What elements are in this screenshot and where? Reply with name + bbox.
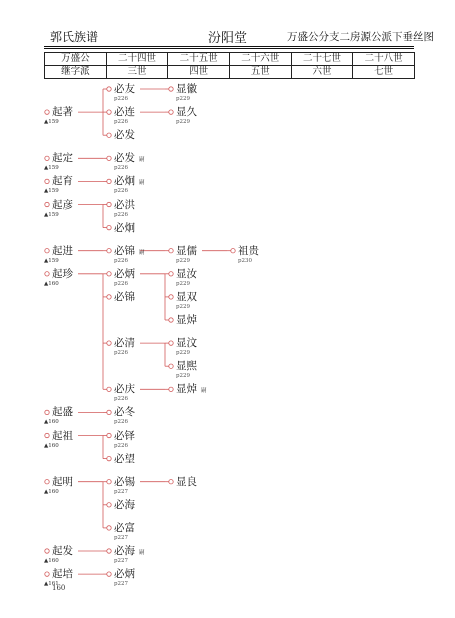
page-reference: p227 (114, 488, 129, 495)
person-xian-xi (168, 360, 230, 382)
generation-cell: 二十八世 (353, 53, 415, 66)
page-reference: p227 (114, 558, 129, 564)
page-reference: p226 (114, 350, 129, 357)
page-reference: p226 (114, 165, 129, 172)
page-reference: p227 (114, 581, 129, 588)
generation-cell: 二十四世 (106, 53, 168, 66)
person-name: 必炳 (114, 267, 135, 280)
person-bi-hai-1 (106, 499, 168, 521)
person-bi-xi (106, 476, 168, 498)
person-name: 显焯 (176, 314, 197, 326)
person-name: 起定 (52, 152, 73, 165)
person-qi-yan (44, 199, 106, 221)
source-mark: ▲159 (44, 165, 59, 172)
source-mark: ▲160 (44, 419, 59, 426)
person-name: 显汶 (176, 337, 197, 350)
person-qi-sheng (44, 406, 106, 428)
source-mark: ▲159 (44, 257, 59, 264)
person-zu-gui (230, 245, 292, 267)
generation-cell: 二十五世 (168, 53, 230, 66)
person-name: 显焯 (176, 383, 197, 396)
page-reference: p226 (114, 419, 129, 426)
person-name: 起育 (52, 175, 73, 188)
person-name: 必友 (114, 83, 135, 95)
person-name: 起发 (52, 545, 73, 557)
person-name: 显良 (176, 475, 197, 488)
page-reference: p229 (176, 350, 191, 357)
person-bi-bing-1 (106, 268, 168, 290)
person-xian-jiu (168, 106, 230, 128)
person-bi-fu (106, 522, 168, 544)
source-mark: ▲160 (44, 280, 59, 287)
person-bi-bing-2 (106, 568, 168, 590)
source-mark: ▲159 (44, 188, 59, 195)
page-reference: p226 (114, 280, 129, 287)
adoption-note: 嗣 (139, 157, 145, 164)
person-name: 必锦 (114, 290, 135, 303)
person-xian-zhuo-1 (168, 314, 230, 336)
lineage-cell: 三世 (106, 66, 168, 79)
person-xian-ru (168, 245, 230, 267)
person-name: 必连 (114, 106, 135, 119)
page-reference: p229 (176, 119, 191, 126)
page-reference: p226 (114, 257, 129, 264)
person-qi-jin (44, 245, 106, 267)
person-xian-liang (168, 476, 230, 498)
person-name: 起明 (52, 475, 73, 488)
adoption-note: 嗣 (139, 249, 145, 256)
person-name: 必海 (114, 498, 135, 511)
person-name: 显双 (176, 290, 197, 303)
person-bi-duo (106, 430, 168, 452)
person-name: 起培 (52, 568, 73, 581)
person-qi-zhen (44, 268, 106, 290)
page-reference: p226 (114, 442, 129, 449)
page-reference: p226 (114, 188, 129, 195)
person-bi-hai-2 (106, 545, 168, 567)
generation-cell: 万盛公 (45, 53, 107, 66)
book-title: 郭氏族谱 (50, 30, 99, 44)
person-xian-hui (168, 83, 230, 105)
person-name: 必锦 (114, 244, 135, 257)
lineage-cell: 六世 (291, 66, 353, 79)
person-qi-ming (44, 476, 106, 498)
person-name: 必发 (114, 152, 135, 165)
page-reference: p226 (114, 396, 129, 403)
page-reference: p229 (176, 303, 191, 310)
person-qi-ding (44, 152, 106, 174)
lineage-cell: 继字派 (45, 66, 107, 79)
page-reference: p226 (114, 119, 129, 126)
person-name: 起祖 (52, 429, 73, 442)
person-xian-shuang (168, 291, 230, 313)
lineage-cell: 七世 (353, 66, 415, 79)
person-name: 起盛 (52, 406, 73, 419)
person-qi-zhu (44, 106, 106, 128)
person-name: 必富 (114, 521, 135, 534)
person-qi-yu (44, 175, 106, 197)
person-name: 祖贵 (238, 244, 259, 257)
person-name: 起著 (52, 106, 73, 119)
person-name: 显汝 (176, 267, 197, 280)
person-name: 必铎 (114, 429, 135, 442)
page-reference: p229 (176, 373, 191, 380)
adoption-note: 嗣 (201, 388, 207, 395)
person-name: 起进 (52, 244, 73, 257)
adoption-note: 嗣 (139, 550, 145, 556)
person-name: 必望 (114, 452, 135, 465)
generation-cell: 二十六世 (229, 53, 291, 66)
person-bi-fa-2 (106, 152, 168, 174)
person-bi-jin-1 (106, 245, 168, 267)
person-name: 显久 (176, 106, 197, 119)
person-xian-wen (168, 337, 230, 359)
person-name: 必海 (114, 545, 135, 557)
generation-cell: 二十七世 (291, 53, 353, 66)
person-name: 显徽 (176, 83, 197, 95)
person-name: 显熙 (176, 360, 197, 373)
person-name: 必洪 (114, 198, 135, 211)
person-name: 必炯 (114, 221, 135, 234)
person-name: 起彦 (52, 198, 73, 211)
person-name: 必锡 (114, 475, 135, 488)
person-name: 必冬 (114, 406, 135, 419)
person-bi-you (106, 83, 168, 105)
lineage-cell: 五世 (229, 66, 291, 79)
source-mark: ▲159 (44, 211, 59, 218)
source-mark: ▲160 (44, 442, 59, 449)
source-mark: ▲160 (44, 488, 59, 495)
page-reference: p226 (114, 211, 129, 218)
hall-name: 汾阳堂 (208, 31, 248, 46)
person-name: 必炳 (114, 568, 135, 581)
page-reference: p229 (176, 257, 191, 264)
page-number: 160 (52, 584, 66, 592)
person-name: 必发 (114, 129, 135, 142)
person-bi-hong (106, 199, 168, 221)
lineage-cell: 四世 (168, 66, 230, 79)
person-bi-qing (106, 337, 168, 359)
person-bi-qing-2 (106, 383, 168, 405)
page-reference: p227 (114, 534, 129, 541)
person-bi-fa-1 (106, 129, 168, 151)
person-name: 必清 (114, 337, 135, 350)
person-xian-zhuo-2 (168, 383, 230, 405)
person-bi-jin-2 (106, 291, 168, 313)
person-bi-wang (106, 453, 168, 475)
person-bi-jiong-2 (106, 222, 168, 244)
page-reference: p229 (176, 96, 191, 102)
person-name: 起珍 (52, 267, 73, 280)
person-name: 显儒 (176, 244, 197, 257)
page-reference: p229 (176, 280, 191, 287)
person-qi-fa (44, 545, 106, 567)
person-qi-zu (44, 430, 106, 452)
page-reference: p226 (114, 96, 129, 102)
source-mark: ▲159 (44, 119, 59, 126)
page-reference: p230 (238, 257, 253, 264)
source-mark: ▲161 (44, 581, 59, 588)
person-xian-ru-2 (168, 268, 230, 290)
person-bi-jiong-1 (106, 175, 168, 197)
person-name: 必炯 (114, 175, 135, 188)
source-mark: ▲160 (44, 558, 59, 564)
person-name: 必庆 (114, 383, 135, 396)
person-bi-lian (106, 106, 168, 128)
person-bi-dong (106, 406, 168, 428)
adoption-note: 嗣 (139, 180, 145, 187)
chart-title: 万盛公分支二房源公派下垂丝图 (287, 31, 434, 43)
